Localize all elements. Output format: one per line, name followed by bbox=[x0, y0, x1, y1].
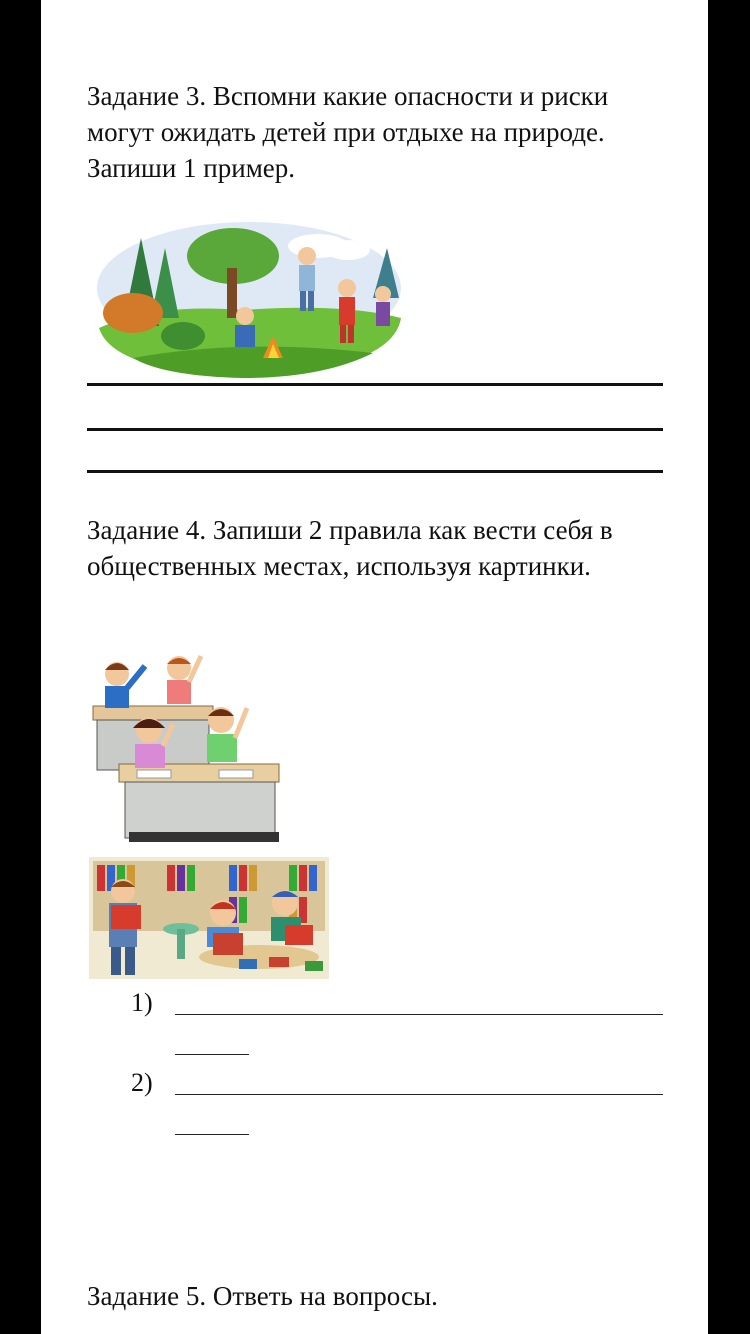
task3-title: Задание 3. Вспомни какие опасности и риски могут ожидать детей при отдыхе на природе. Запиши 1 пример. bbox=[87, 81, 609, 183]
answer-line[interactable] bbox=[87, 428, 663, 431]
task5-title: Задание 5. Ответь на вопросы. bbox=[87, 1281, 438, 1311]
answer-line-continuation[interactable] bbox=[175, 1054, 249, 1055]
answer-line[interactable] bbox=[87, 470, 663, 473]
library-illustration bbox=[89, 857, 329, 979]
task4-title: Задание 4. Запиши 2 правила как вести себя в общественных местах, используя картинки. bbox=[87, 515, 613, 581]
worksheet-page bbox=[41, 0, 708, 1334]
answer-line[interactable] bbox=[175, 1094, 663, 1095]
answer-line-continuation[interactable] bbox=[175, 1134, 249, 1135]
answer-line[interactable] bbox=[175, 1014, 663, 1015]
answer-number: 2) bbox=[131, 1068, 153, 1097]
nature-picnic-illustration bbox=[93, 218, 405, 382]
classroom-illustration bbox=[89, 652, 281, 848]
answer-line[interactable] bbox=[87, 383, 663, 386]
answer-number: 1) bbox=[131, 988, 153, 1017]
